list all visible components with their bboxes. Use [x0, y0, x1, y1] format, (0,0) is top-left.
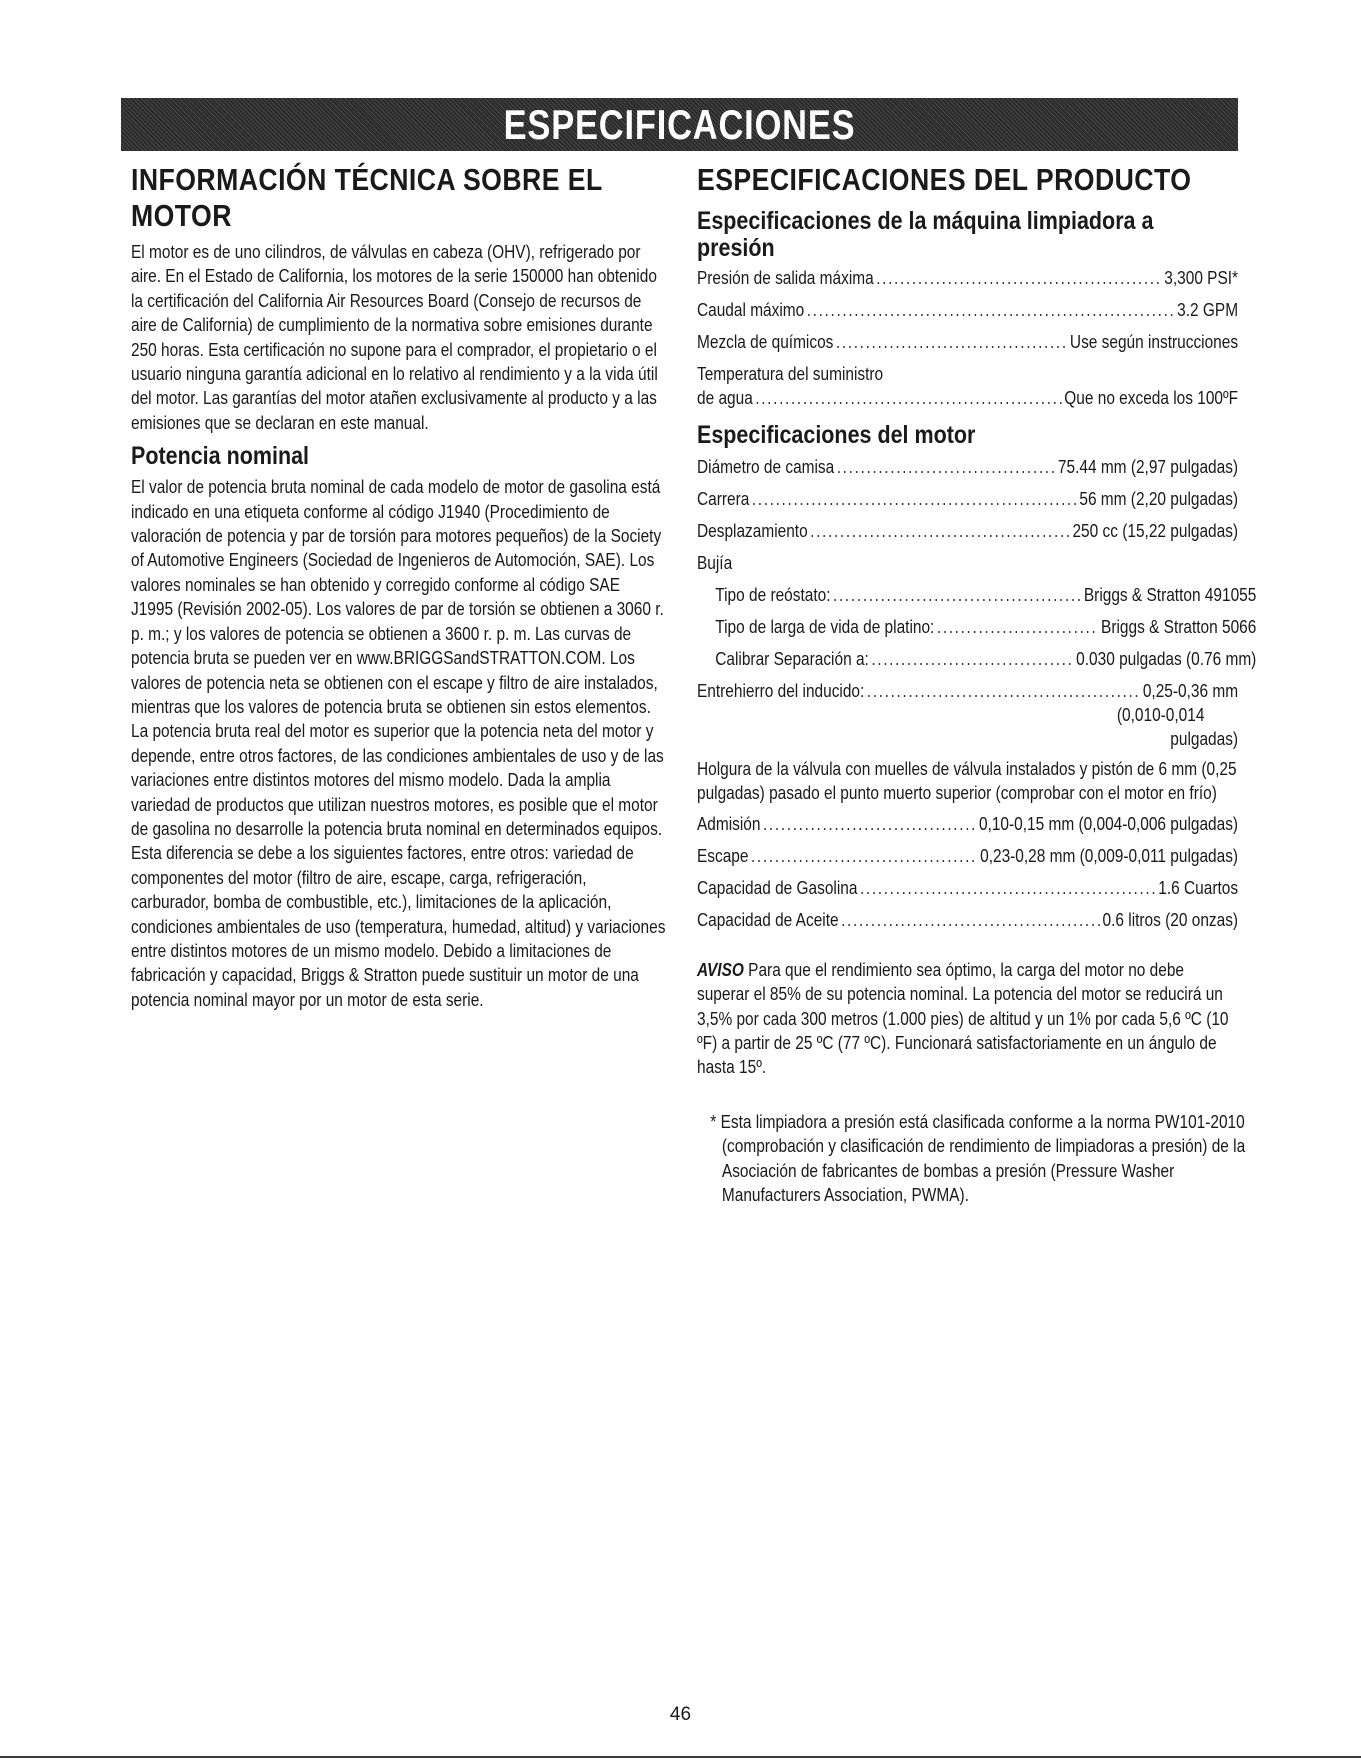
- bottom-rule: [0, 1756, 1361, 1758]
- spec-label: Mezcla de químicos: [697, 331, 834, 352]
- spec-label: Temperatura del suministro: [697, 363, 884, 384]
- spec-label: Admisión: [697, 812, 761, 834]
- spec-value: Use según instrucciones: [1069, 331, 1239, 352]
- spec-value: 3.2 GPM: [1177, 299, 1239, 320]
- leader-dots: [755, 386, 1062, 410]
- leader-dots: [937, 615, 1099, 639]
- spark-plug-label: Bujía: [697, 552, 733, 573]
- spec-row: [697, 487, 1238, 519]
- spec-value: 0,23-0,28 mm (0,009-0,011 pulgadas): [980, 844, 1239, 866]
- spec-value: 56 mm (2,20 pulgadas): [1079, 488, 1239, 509]
- spec-label: de agua: [697, 387, 753, 408]
- spec-label: Caudal máximo: [697, 299, 805, 320]
- spec-row: [697, 876, 1238, 908]
- engine-info-heading: INFORMACIÓN TÉCNICA SOBRE EL MOTOR: [131, 162, 603, 233]
- spec-row: [697, 330, 1238, 362]
- leader-dots: [836, 330, 1068, 354]
- power-rating-heading: Potencia nominal: [131, 442, 310, 471]
- valve-clearance-text: Holgura de la válvula con muelles de válvula instalados y pistón de 6 mm (0,25 pulgadas) pasado el punto muerto superior (comprobar con el motor en frío): [697, 758, 1237, 804]
- spec-row: [697, 386, 1238, 418]
- spec-row: [697, 266, 1238, 298]
- spec-label: Entrehierro del inducido:: [697, 680, 865, 701]
- spec-row: [697, 647, 1256, 679]
- spec-value: 0.030 pulgadas (0.76 mm): [1076, 648, 1257, 669]
- power-rating-paragraph: El valor de potencia bruta nominal de cada modelo de motor de gasolina está indicado en una etiqueta conforme al código J1940 (Procedimiento de valoración de potencia y par de torsión para motores pequeños) de la Society of Automotive Engineers (Sociedad de Ingenieros de Automoción, SAE). Los valores nominales se han obtenido y corregido conforme al código SAE J1995 (Revisión 2002-05). Los valores de par de torsión se obtienen a 3060 r. p. m.; y los valores de potencia se obtienen a 3600 r. p. m. Las curvas de potencia bruta se pueden ver en www.BRIGGSandSTRATTON.COM. Los valores de potencia neta se obtienen con el escape y filtro de aire instalados, mientras que los valores de potencia bruta se obtienen sin estos elementos. La potencia bruta real del motor es superior que la potencia neta del motor y depende, entre otros factores, de las condiciones ambientales de uso y de las variaciones entre distintos motores del mismo modelo. Dada la amplia variedad de productos que utilizan nuestros motores, es posible que el motor de gasolina no desarrolle la potencia bruta nominal en determinados equipos. Esta diferencia se debe a los siguientes factores, entre otros: variedad de componentes del motor (filtro de aire, escape, carga, refrigeración, carburador, bomba de combustible, etc.), limitaciones de la aplicación, condiciones ambientales de uso (temperatura, humedad, altitud) y variaciones entre distintos motores de un mismo modelo. Debido a limitaciones de fabricación y capacidad, Briggs & Stratton puede sustituir un motor de una potencia nominal mayor por un motor de esta serie.: [131, 476, 666, 1010]
- valve-spec-list: [697, 812, 1238, 940]
- spec-label: Escape: [697, 844, 749, 866]
- spec-row: [697, 812, 1238, 844]
- banner-title: ESPECIFICACIONES: [503, 100, 856, 148]
- spec-value-continuation: (0,010-0,014: [1116, 704, 1205, 725]
- spec-row: [697, 519, 1238, 551]
- spec-label: Carrera: [697, 488, 750, 509]
- leader-dots: [876, 266, 1162, 290]
- leader-dots: [867, 679, 1141, 703]
- spec-value: 0,10-0,15 mm (0,004-0,006 pulgadas): [978, 812, 1239, 834]
- right-column: [697, 162, 1257, 1207]
- left-column: [131, 162, 666, 1012]
- page-number: 46: [669, 1704, 692, 1725]
- spec-label: Tipo de larga de vida de platino:: [715, 616, 935, 637]
- spec-value: 0,25-0,36 mm: [1142, 680, 1239, 701]
- spec-row: [697, 615, 1256, 647]
- spec-value: 250 cc (15,22 pulgadas): [1072, 520, 1239, 541]
- spec-value: 3,300 PSI*: [1164, 267, 1239, 288]
- spec-label: Tipo de reóstato:: [715, 584, 831, 605]
- spec-row: [697, 298, 1238, 330]
- spec-row: [697, 455, 1238, 487]
- spec-row: [697, 583, 1256, 615]
- leader-dots: [841, 908, 1100, 932]
- spec-label: Diámetro de camisa: [697, 456, 835, 477]
- pressure-washer-spec-list: [697, 266, 1238, 418]
- spec-row: [697, 844, 1238, 876]
- spec-row-label-only: [697, 362, 1238, 386]
- spec-label: Presión de salida máxima: [697, 267, 874, 288]
- spec-label: Capacidad de Aceite: [697, 908, 839, 930]
- spec-label: Desplazamiento: [697, 520, 808, 541]
- pressure-washer-specs-heading: Especificaciones de la máquina limpiadora a presión: [697, 207, 1154, 262]
- spec-value: 1.6 Cuartos: [1158, 876, 1239, 898]
- leader-dots: [871, 647, 1073, 671]
- spec-row-label-only: [697, 551, 1238, 583]
- engine-spec-list: [697, 455, 1257, 755]
- leader-dots: [752, 487, 1077, 511]
- leader-dots: [837, 455, 1056, 479]
- engine-specs-heading: Especificaciones del motor: [697, 421, 976, 449]
- notice-label: AVISO: [697, 958, 744, 980]
- leader-dots: [751, 844, 978, 868]
- spec-row: [697, 679, 1238, 703]
- spec-value: Que no exceda los 100ºF: [1064, 387, 1239, 408]
- leader-dots: [763, 812, 977, 836]
- spec-value: 75.44 mm (2,97 pulgadas): [1057, 456, 1239, 477]
- spec-value: Briggs & Stratton 5066: [1101, 616, 1257, 637]
- section-banner: [121, 98, 1238, 151]
- spec-value: 0.6 litros (20 onzas): [1102, 908, 1239, 930]
- notice-paragraph: [697, 958, 1238, 1080]
- spec-label: Capacidad de Gasolina: [697, 876, 858, 898]
- notice-text: Para que el rendimiento sea óptimo, la carga del motor no debe superar el 85% de su potencia nominal. La potencia del motor se reducirá un 3,5% por cada 300 metros (1.000 pies) de altitud y un 1% por cada 5,6 ºC (10 ºF) a partir de 25 ºC (77 ºC). Funcionará satisfactoriamente en un ángulo de hasta 15º.: [697, 958, 1229, 1078]
- leader-dots: [810, 519, 1070, 543]
- engine-info-paragraph: El motor es de uno cilindros, de válvulas en cabeza (OHV), refrigerado por aire. En el Estado de California, los motores de la serie 150000 han obtenido la certificación del California Air Resources Board (Consejo de recursos de aire de California) de cumplimiento de la normativa sobre emisiones durante 250 horas. Esta certificación no supone para el comprador, el propietario o el usuario ninguna garantía adicional en lo relativo al rendimiento y a la vida útil del motor. Las garantías del motor atañen exclusivamente al producto y a las emisiones que se declaran en este manual.: [131, 241, 658, 433]
- leader-dots: [807, 298, 1175, 322]
- leader-dots: [860, 876, 1156, 900]
- leader-dots: [833, 583, 1081, 607]
- footnote: * Esta limpiadora a presión está clasificada conforme a la norma PW101-2010 (comprobación y clasificación de rendimiento de limpiadoras a presión) de la Asociación de fabricantes de bombas a presión (Pressure Washer Manufacturers Association, PWMA).: [710, 1110, 1246, 1206]
- spec-value-continuation: pulgadas): [1170, 728, 1239, 749]
- spec-label: Calibrar Separación a:: [715, 648, 869, 669]
- spec-row: [697, 908, 1238, 940]
- spec-value: Briggs & Stratton 491055: [1083, 584, 1257, 605]
- product-specs-heading: ESPECIFICACIONES DEL PRODUCTO: [697, 162, 1192, 197]
